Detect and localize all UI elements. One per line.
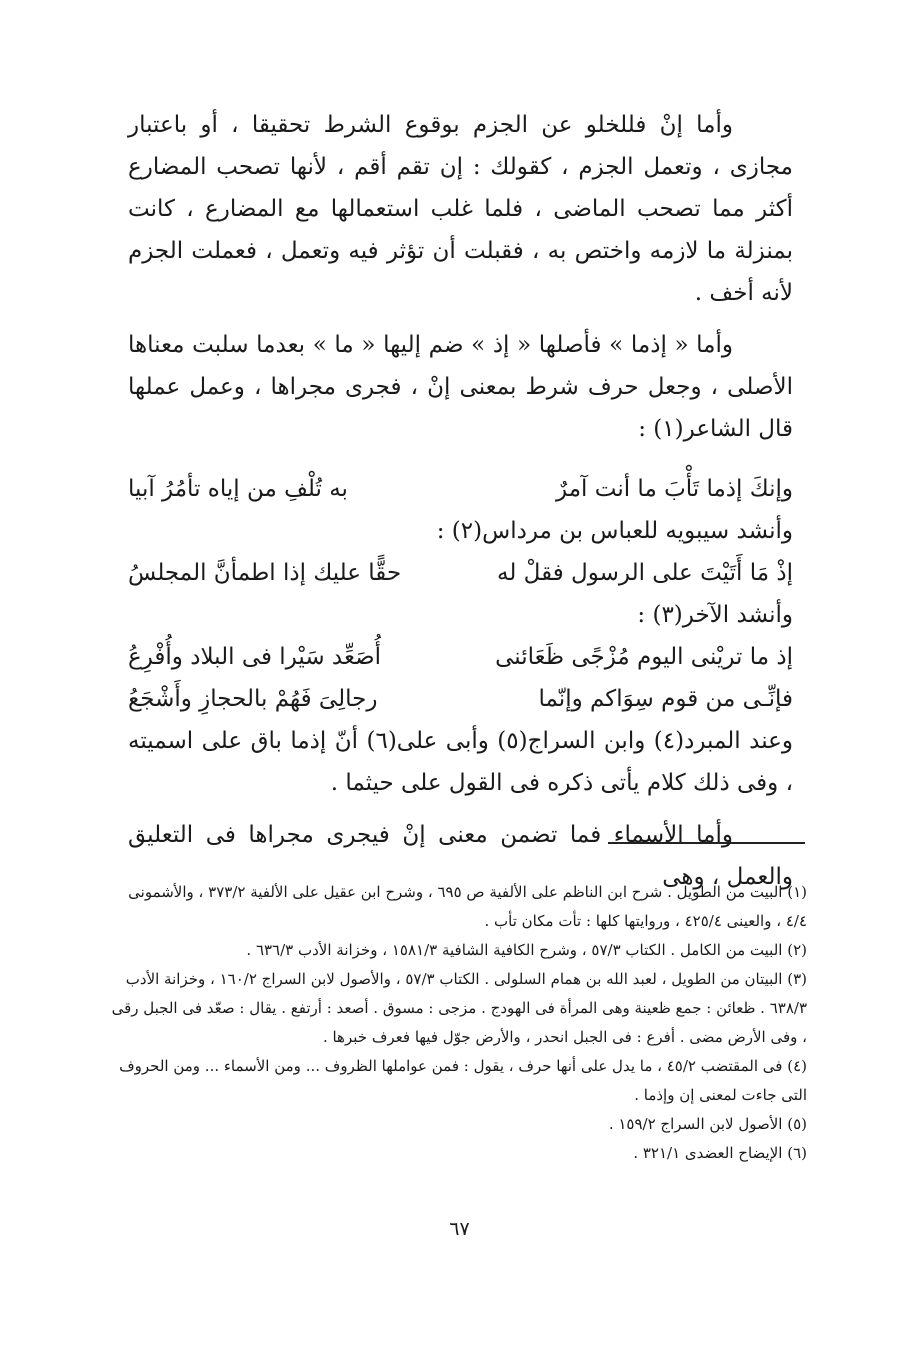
- paragraph-mubarrad: وعند المبرد(٤) وابن السراج(٥) وأبى على(٦) أنّ إذما باق على اسميته ، وفى ذلك كلام يأتى ذكره فى القول على حيثما .: [128, 728, 793, 796]
- verse-2-second-hemistich: حقًّا عليك إذا اطمأنَّ المجلسُ: [128, 560, 402, 586]
- verse-line-3: [128, 636, 793, 678]
- verse-intro-other: وأنشد الآخر(٣) :: [637, 602, 793, 628]
- verse-3-second-hemistich: أُصَعِّد سَيْرا فى البلاد وأُفْرِعُ: [128, 644, 381, 670]
- verse-4-second-hemistich: رجالِىَ فَهُمْ بالحجازِ وأَشْجَعُ: [128, 686, 378, 712]
- verse-line-4: [128, 678, 793, 720]
- footnote-6: (٦) الإيضاح العضدى ٣٢١/١ .: [633, 1144, 807, 1162]
- footnote-5: (٥) الأصول لابن السراج ١٥٩/٢ .: [608, 1115, 807, 1133]
- footnote-separator: [608, 842, 805, 844]
- verse-1-second-hemistich: به تُلْفِ من إياه تأمُرُ آبيا: [128, 476, 348, 502]
- footnote-1: (١) البيت من الطويل . شرح ابن الناظم على الألفية ص ٦٩٥ ، وشرح ابن عقيل على الألفية ٣٧٣/٢ ، والأشمونى ٤/٤ ، والعينى ٤٢٥/٤ ، وروايتها كلها : تأت مكان تأب .: [128, 883, 807, 930]
- verse-line-1: [128, 468, 793, 510]
- footnote-3: (٣) البيتان من الطويل ، لعبد الله بن همام السلولى . الكتاب ٥٧/٣ ، والأصول لابن السراج ١٦٠/٢ ، وخزانة الأدب ٦٣٨/٣ . ظعائن : جمع ظعينة وهى المرأة فى الهودج . مزجى : مسوق . أصعد : أرتفع . يقال : صعّد فى الجبل رقى ، وفى الأرض مضى . أفرع : فى الجبل انحدر ، والأرض جوّل فيها فعرف خبرها .: [111, 970, 807, 1046]
- footnote-2: (٢) البيت من الكامل . الكتاب ٥٧/٣ ، وشرح الكافية الشافية ١٥٨١/٣ ، وخزانة الأدب ٦٣٦/٣ .: [246, 941, 807, 959]
- main-text: [128, 104, 793, 908]
- footnotes: [107, 878, 807, 1168]
- verse-4-first-hemistich: فإنِّـى من قوم سِوَاكم وإنّما: [538, 686, 793, 712]
- paragraph-idhma: وأما « إذما » فأصلها « إذ » ضم إليها « ما » بعدما سلبت معناها الأصلى ، وجعل حرف شرط بمعنى إنْ ، فجرى مجراها ، وعمل عملها قال الشاعر(١) :: [128, 332, 793, 442]
- paragraph-asma: وأما الأسماء فما تضمن معنى إنْ فيجرى مجراها فى التعليق والعمل ، وهى: [128, 822, 793, 890]
- verse-block: [128, 468, 793, 720]
- footnote-4: (٤) فى المقتضب ٤٥/٢ ، ما يدل على أنها حرف ، يقول : فمن عواملها الظروف ... ومن الأسماء ... ومن الحروف التى جاءت لمعنى إن وإذما .: [119, 1057, 807, 1104]
- paragraph-in-conditional: وأما إنْ فللخلو عن الجزم بوقوع الشرط تحقيقا ، أو باعتبار مجازى ، وتعمل الجزم ، كقولك : إن تقم أقم ، لأنها تصحب المضارع أكثر مما تصحب الماضى ، فلما غلب استعمالها مع المضارع ، كانت بمنزلة ما لازمه واختص به ، فقبلت أن تؤثر فيه وتعمل ، فعملت الجزم لأنه أخف .: [128, 112, 793, 306]
- verse-1-first-hemistich: وإنكَ إذما تَأْبَ ما أنت آمرٌ: [556, 476, 793, 502]
- verse-2-first-hemistich: إذْ مَا أَتَيْتَ على الرسول فقلْ له: [497, 560, 793, 586]
- verse-line-2: [128, 552, 793, 594]
- page-number: ٦٧: [449, 1218, 470, 1240]
- verse-intro-sibawayh: وأنشد سيبويه للعباس بن مرداس(٢) :: [436, 518, 793, 544]
- verse-3-first-hemistich: إذ ما تريْنى اليوم مُزْجًى ظَعَائنى: [495, 644, 793, 670]
